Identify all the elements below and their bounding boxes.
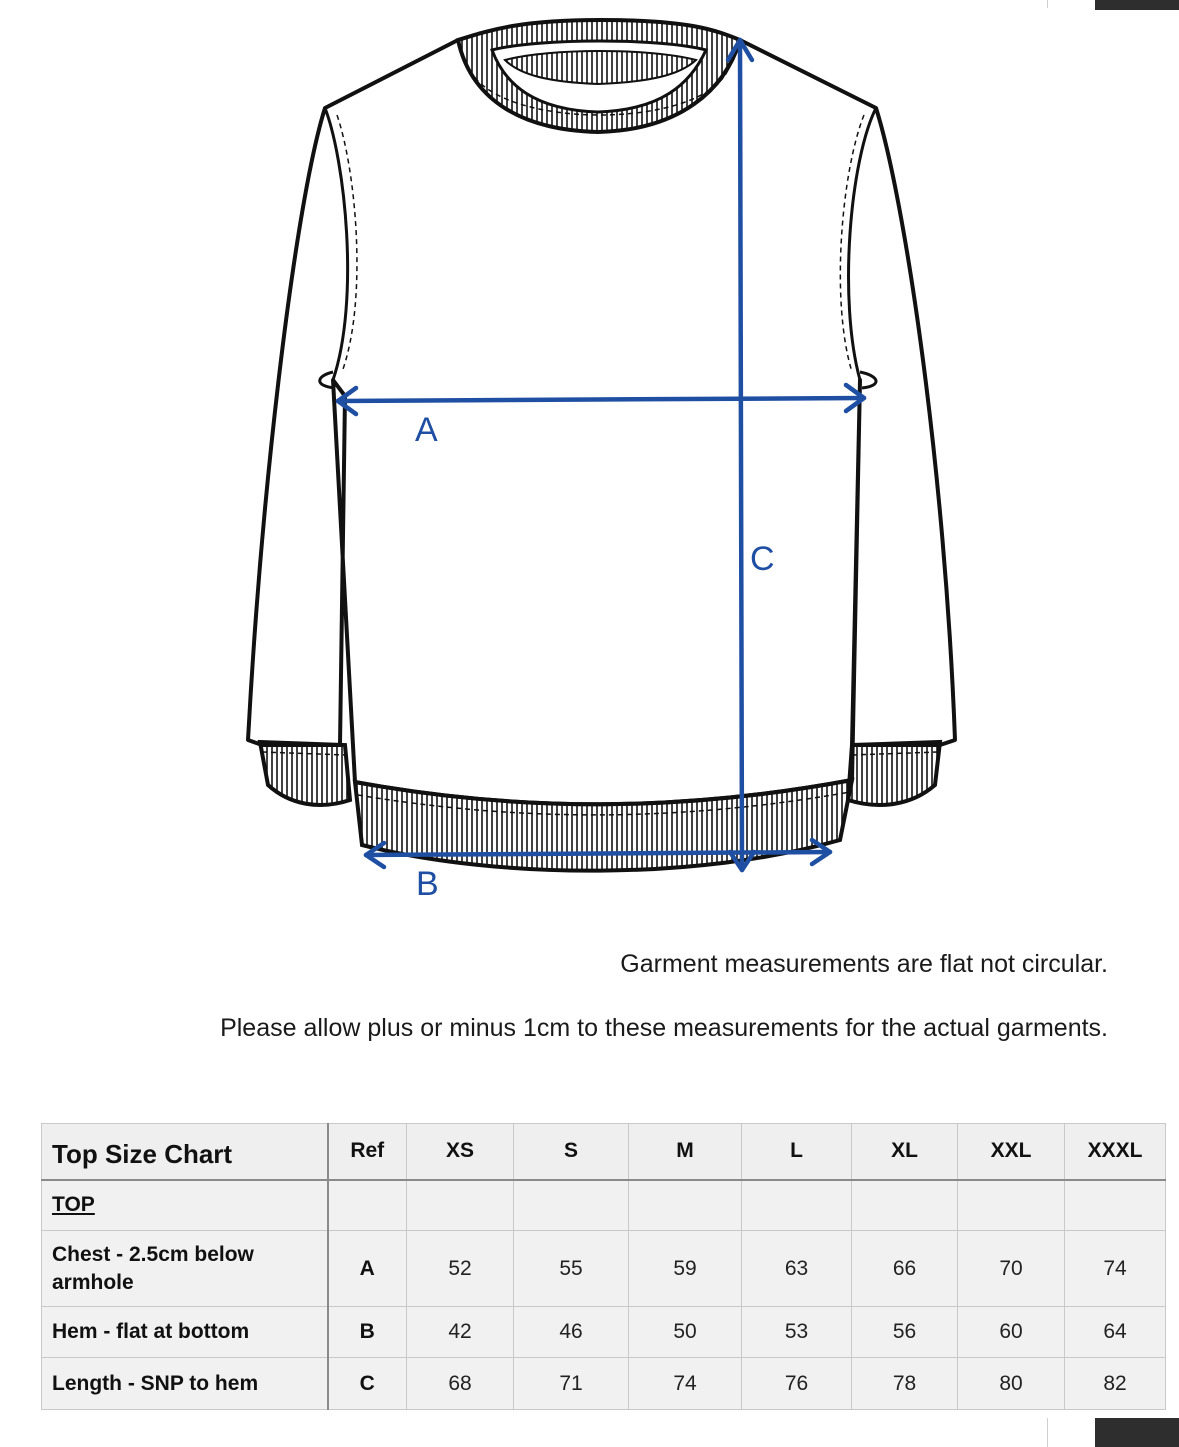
cell-value: 76 [742, 1358, 852, 1410]
table-row [42, 1307, 1166, 1358]
left-cuff [260, 742, 350, 805]
row-ref: A [328, 1231, 407, 1307]
size-chart-table [41, 1123, 1166, 1410]
table-title: Top Size Chart [42, 1124, 328, 1180]
cell-value: 74 [1065, 1231, 1166, 1307]
cell-value: 60 [958, 1307, 1065, 1358]
table-row [42, 1231, 1166, 1307]
row-label-chest: Chest - 2.5cm below armhole [42, 1231, 328, 1307]
tolerance-note: Please allow plus or minus 1cm to these measurements for the actual garments. [220, 1014, 1108, 1042]
cell-value: 52 [407, 1231, 514, 1307]
cell-value: 46 [514, 1307, 629, 1358]
cell-value: 59 [629, 1231, 742, 1307]
flat-measurement-note: Garment measurements are flat not circular. [620, 950, 1108, 978]
measure-c-label: C [750, 540, 775, 578]
sweater-body-outline [248, 40, 955, 804]
section-row [42, 1180, 1166, 1231]
bottom-divider-line [1047, 1418, 1048, 1447]
cell-value: 53 [742, 1307, 852, 1358]
right-cuff [848, 742, 940, 805]
cell-value: 42 [407, 1307, 514, 1358]
measure-b-label: B [416, 865, 439, 903]
size-header-xxxl: XXXL [1065, 1124, 1166, 1180]
cell-value: 66 [852, 1231, 958, 1307]
cell-value: 50 [629, 1307, 742, 1358]
row-label-length: Length - SNP to hem [42, 1358, 328, 1410]
cell-value: 70 [958, 1231, 1065, 1307]
cell-value: 71 [514, 1358, 629, 1410]
cell-value: 74 [629, 1358, 742, 1410]
cell-value: 55 [514, 1231, 629, 1307]
size-header-m: M [629, 1124, 742, 1180]
size-header-l: L [742, 1124, 852, 1180]
section-label-top: TOP [52, 1193, 95, 1217]
measure-a-label: A [415, 411, 438, 449]
bottom-corner-block [1095, 1418, 1179, 1447]
cell-value: 56 [852, 1307, 958, 1358]
cell-value: 64 [1065, 1307, 1166, 1358]
ref-column-header: Ref [328, 1124, 407, 1180]
row-ref: C [328, 1358, 407, 1410]
cell-value: 78 [852, 1358, 958, 1410]
size-header-xl: XL [852, 1124, 958, 1180]
size-header-xxl: XXL [958, 1124, 1065, 1180]
size-header-s: S [514, 1124, 629, 1180]
cell-value: 80 [958, 1358, 1065, 1410]
row-label-hem: Hem - flat at bottom [42, 1307, 328, 1358]
table-header-row [42, 1124, 1166, 1180]
cell-value: 82 [1065, 1358, 1166, 1410]
cell-value: 68 [407, 1358, 514, 1410]
size-header-xs: XS [407, 1124, 514, 1180]
cell-value: 63 [742, 1231, 852, 1307]
table-row [42, 1358, 1166, 1410]
row-ref: B [328, 1307, 407, 1358]
